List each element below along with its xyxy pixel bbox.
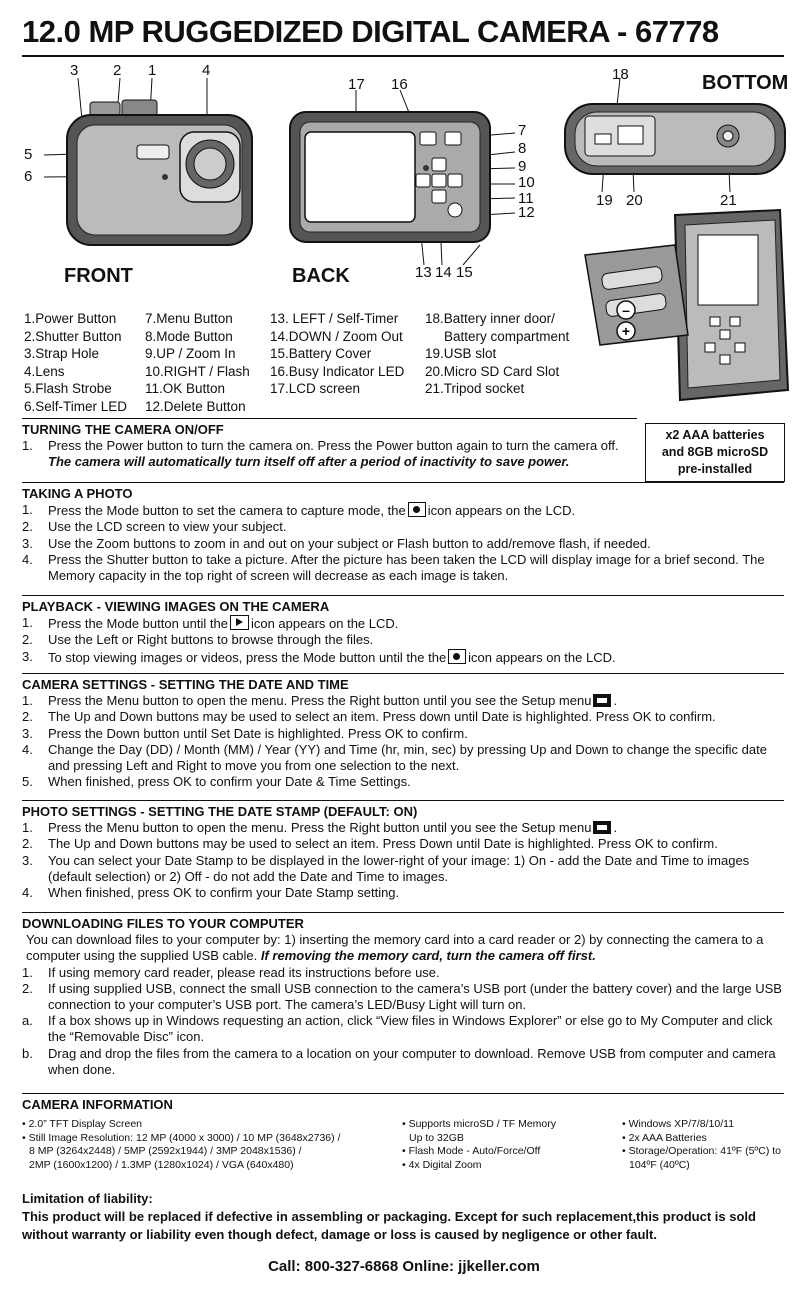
part-item: 15.Battery Cover <box>270 346 372 361</box>
battery-minus-sign: – <box>622 302 630 318</box>
info-item: 8 MP (3264x2448) / 5MP (2592x1944) / 3MP 2048x1536) / <box>29 1145 302 1157</box>
callout-8: 8 <box>518 140 527 157</box>
item-text: Press the Menu button to open the menu. Press the Right button until you see the Setup menu <box>48 693 592 709</box>
item-text: Change the Day (DD) / Month (MM) / Year (YY) and Time (hr, min, sec) by pressing Up and Down to change the specific date and pressing Left and Right to move you from one selection to the next. <box>48 741 767 774</box>
item-number: 3. <box>22 852 33 868</box>
back-camera-illustration <box>280 60 550 290</box>
info-item: • Supports microSD / TF Memory <box>402 1118 557 1130</box>
list-item <box>22 536 784 552</box>
parts-list-col3 <box>270 310 404 398</box>
list-item <box>22 693 784 709</box>
part-item: 1.Power Button <box>24 311 117 326</box>
camera-info-col2 <box>402 1118 556 1172</box>
battery-note-line: pre-installed <box>677 462 753 476</box>
camera-mode-icon <box>448 649 466 664</box>
item-text: Drag and drop the files from the camera to a location on your computer to download. Remove USB from computer and camera when done. <box>48 1045 776 1077</box>
section-rule <box>22 595 784 596</box>
callout-9: 9 <box>518 158 527 175</box>
item-text: Press the Shutter button to take a picture. After the picture has been taken the LCD will display image for a brief second. The Memory capacity in the top right of screen will decrease as each image is taken. <box>48 551 765 584</box>
list-item <box>22 742 784 774</box>
part-item: 4.Lens <box>24 363 65 379</box>
section-camera-settings <box>22 673 784 790</box>
list-item <box>22 836 784 852</box>
front-label: FRONT <box>64 265 133 287</box>
section-camera-info <box>22 1093 784 1113</box>
item-number: 2. <box>22 709 33 725</box>
item-text: If a box shows up in Windows requesting an action, click “View files in Windows Explorer” or else go to My Computer and click the “Removable Disc” icon. <box>48 1013 773 1045</box>
item-text: Press the Power button to turn the camera on. Press the Power button again to turn the camera off. <box>48 438 619 454</box>
item-text: Press the Down button until Set Date is highlighted. Press OK to confirm. <box>48 725 468 741</box>
liability-block <box>22 1190 792 1244</box>
item-text: Press the Menu button to open the menu. Press the Right button until you see the Setup menu <box>48 820 592 836</box>
setup-menu-icon <box>593 694 611 707</box>
list-item <box>22 726 784 742</box>
info-item: • 2.0” TFT Display Screen <box>22 1118 142 1130</box>
section-rule <box>22 673 784 674</box>
list-item <box>22 502 784 519</box>
item-text: Use the Zoom buttons to zoom in and out on your subject or Flash button to add/remove flash, if needed. <box>48 535 651 551</box>
download-intro <box>22 932 784 964</box>
section-rule <box>22 912 784 913</box>
item-number: 3. <box>22 725 33 741</box>
front-camera-illustration <box>22 60 272 290</box>
info-item: 2MP (1600x1200) / 1.3MP (1280x1024) / VGA (640x480) <box>29 1158 294 1171</box>
item-text: Use the Left or Right buttons to browse through the files. <box>48 632 374 648</box>
item-text: The Up and Down buttons may be used to select an item. Press down until Date is highlighted. Press OK to confirm. <box>48 709 716 725</box>
callout-6: 6 <box>24 168 33 185</box>
info-item: • 4x Digital Zoom <box>402 1158 482 1171</box>
camera-mode-icon <box>408 502 426 517</box>
section-heading: CAMERA SETTINGS - SETTING THE DATE AND TIME <box>22 677 349 692</box>
info-item: • 2x AAA Batteries <box>622 1131 707 1144</box>
item-text: To stop viewing images or videos, press the Mode button until the the <box>48 649 447 665</box>
section-rule <box>22 482 784 483</box>
intro-text: You can download files to your computer by: 1) inserting the memory card into a card reader or 2) by connecting the camera to a computer using the supplied USB cable. <box>26 932 764 964</box>
list-item <box>22 774 784 790</box>
list-item <box>22 552 784 584</box>
callout-11: 11 <box>518 190 534 207</box>
list-item <box>22 1046 784 1078</box>
list-item <box>22 709 784 725</box>
item-number: 3. <box>22 535 33 551</box>
item-emphasis: The camera will automatically turn itself off after a period of inactivity to save power. <box>48 454 570 470</box>
part-item: 12.Delete Button <box>145 398 246 414</box>
list-item <box>22 853 784 885</box>
liability-heading: Limitation of liability: <box>22 1191 153 1206</box>
list-item <box>22 632 784 648</box>
part-item: Battery compartment <box>444 328 570 344</box>
part-item: 21.Tripod socket <box>425 381 525 396</box>
item-text: When finished, press OK to confirm your Date & Time Settings. <box>48 774 411 790</box>
battery-plus-sign: + <box>621 323 631 339</box>
callout-14: 14 <box>435 264 452 281</box>
playback-mode-icon <box>230 615 249 630</box>
part-item: 6.Self-Timer LED <box>24 398 128 414</box>
title-rule <box>22 55 784 57</box>
callout-4: 4 <box>202 62 211 79</box>
section-rule <box>22 1093 784 1094</box>
section-heading: CAMERA INFORMATION <box>22 1097 173 1112</box>
item-text: When finished, press OK to confirm your Date Stamp setting. <box>48 885 400 901</box>
list-item <box>22 885 784 901</box>
section-photo-settings <box>22 800 784 901</box>
list-item <box>22 519 784 535</box>
item-number: 1. <box>22 502 33 518</box>
item-number: 2. <box>22 519 33 535</box>
part-item: 18.Battery inner door/ <box>425 311 555 326</box>
item-text: If using memory card reader, please read its instructions before use. <box>48 964 440 980</box>
setup-menu-icon <box>593 821 611 834</box>
info-item: • Still Image Resolution: 12 MP (4000 x 3000) / 10 MP (3648x2736) / <box>22 1131 341 1144</box>
info-item: Up to 32GB <box>409 1131 464 1144</box>
info-item: 104ºF (40ºC) <box>629 1158 690 1171</box>
list-item <box>22 981 784 1013</box>
item-number: 4. <box>22 741 33 757</box>
part-item: 10.RIGHT / Flash <box>145 363 250 379</box>
callout-5: 5 <box>24 146 33 163</box>
section-heading: PLAYBACK - VIEWING IMAGES ON THE CAMERA <box>22 599 330 614</box>
section-heading: TAKING A PHOTO <box>22 486 133 501</box>
section-rule <box>22 418 637 419</box>
document-title: 12.0 MP RUGGEDIZED DIGITAL CAMERA - 67778 <box>22 14 719 49</box>
item-text: If using supplied USB, connect the small USB connection to the camera’s USB port (under the battery cover) and the large USB connection to your computer’s USB port. The camera’s LED/Busy Light will turn on. <box>48 980 782 1013</box>
contact-line: Call: 800-327-6868 Online: jjkeller.com <box>268 1258 540 1275</box>
callout-12: 12 <box>518 204 535 221</box>
item-number: 1. <box>22 820 33 836</box>
part-item: 2.Shutter Button <box>24 328 122 344</box>
section-rule <box>22 800 784 801</box>
battery-note-line: and 8GB microSD <box>661 445 769 459</box>
item-text: . <box>613 820 618 836</box>
camera-info-col1 <box>22 1118 340 1172</box>
list-item <box>22 1013 784 1045</box>
section-playback <box>22 595 784 666</box>
section-taking-photo <box>22 482 784 584</box>
callout-21: 21 <box>720 192 737 209</box>
part-item: 8.Mode Button <box>145 328 233 344</box>
callout-19: 19 <box>596 192 613 209</box>
part-item: 11.OK Button <box>145 381 226 396</box>
item-number: 3. <box>22 648 33 664</box>
info-item: • Flash Mode - Auto/Force/Off <box>402 1145 541 1157</box>
callout-2: 2 <box>113 62 122 79</box>
part-item: 17.LCD screen <box>270 381 361 396</box>
battery-note-line: x2 AAA batteries <box>665 428 765 442</box>
list-item <box>22 965 784 981</box>
item-number: a. <box>22 1013 33 1029</box>
item-number: 2. <box>22 632 33 648</box>
list-item <box>22 820 784 836</box>
list-item <box>22 615 784 632</box>
section-heading: TURNING THE CAMERA ON/OFF <box>22 422 224 437</box>
item-number: 2. <box>22 980 33 996</box>
part-item: 19.USB slot <box>425 346 497 361</box>
part-item: 7.Menu Button <box>145 311 233 326</box>
list-item <box>22 649 784 666</box>
camera-info-col3 <box>622 1118 781 1172</box>
section-heading: PHOTO SETTINGS - SETTING THE DATE STAMP (DEFAULT: ON) <box>22 804 418 819</box>
list-item <box>22 438 637 470</box>
item-number: 1. <box>22 964 33 980</box>
parts-list-col4 <box>425 310 569 398</box>
callout-1: 1 <box>148 62 157 79</box>
item-number: 4. <box>22 551 33 567</box>
section-on-off <box>22 418 637 471</box>
callout-13: 13 <box>415 264 432 281</box>
item-text: Use the LCD screen to view your subject. <box>48 519 287 535</box>
item-number: 5. <box>22 774 33 790</box>
info-item: • Storage/Operation: 41ºF (5ºC) to <box>622 1145 782 1157</box>
info-item: • Windows XP/7/8/10/11 <box>622 1118 735 1130</box>
item-text: icon appears on the LCD. <box>468 649 616 665</box>
item-number: 2. <box>22 836 33 852</box>
part-item: 16.Busy Indicator LED <box>270 363 405 379</box>
section-downloading <box>22 912 784 1078</box>
battery-note-box <box>645 423 785 482</box>
item-number: b. <box>22 1045 33 1061</box>
callout-3: 3 <box>70 62 79 79</box>
callout-7: 7 <box>518 122 527 139</box>
callout-10: 10 <box>518 174 535 191</box>
part-item: 14.DOWN / Zoom Out <box>270 328 403 344</box>
item-text: icon appears on the LCD. <box>250 616 399 632</box>
part-item: 3.Strap Hole <box>24 346 100 361</box>
item-text: You can select your Date Stamp to be displayed in the lower-right of your image: 1) On - add the Date and Time to images (default selection) or 2) Off - do not add the Date and Time to images. <box>48 852 750 884</box>
part-item: 20.Micro SD Card Slot <box>425 363 560 379</box>
item-number: 1. <box>22 693 33 709</box>
parts-list-col2 <box>145 310 250 415</box>
callout-16: 16 <box>391 76 408 93</box>
item-number: 1. <box>22 615 33 631</box>
callout-20: 20 <box>626 192 643 209</box>
bottom-label: BOTTOM <box>702 72 789 94</box>
item-text: Press the Mode button to set the camera to capture mode, the <box>48 503 406 519</box>
item-text: icon appears on the LCD. <box>427 503 576 519</box>
item-number: 1. <box>22 438 33 454</box>
intro-emphasis: If removing the memory card, turn the camera off first. <box>260 948 596 964</box>
parts-list-col1 <box>24 310 127 415</box>
part-item: 5.Flash Strobe <box>24 381 112 396</box>
item-text: Press the Mode button until the <box>48 616 228 632</box>
bottom-camera-illustration <box>560 64 790 204</box>
part-item: 13. LEFT / Self-Timer <box>270 311 399 326</box>
callout-18: 18 <box>612 66 629 83</box>
battery-compartment-illustration <box>580 205 792 405</box>
liability-text: This product will be replaced if defective in assembling or packaging. Except for such replacement,this product is sold without warranty or liability even though defect, damage or loss is caused by negligence or other fault. <box>22 1209 756 1242</box>
item-text: The Up and Down buttons may be used to select an item. Press Down until Date is highlighted. Press OK to confirm. <box>48 836 718 852</box>
callout-15: 15 <box>456 264 473 281</box>
back-label: BACK <box>292 265 350 287</box>
callout-17: 17 <box>348 76 365 93</box>
part-item: 9.UP / Zoom In <box>145 346 236 361</box>
section-heading: DOWNLOADING FILES TO YOUR COMPUTER <box>22 916 304 931</box>
item-number: 4. <box>22 885 33 901</box>
item-text: . <box>613 693 618 709</box>
